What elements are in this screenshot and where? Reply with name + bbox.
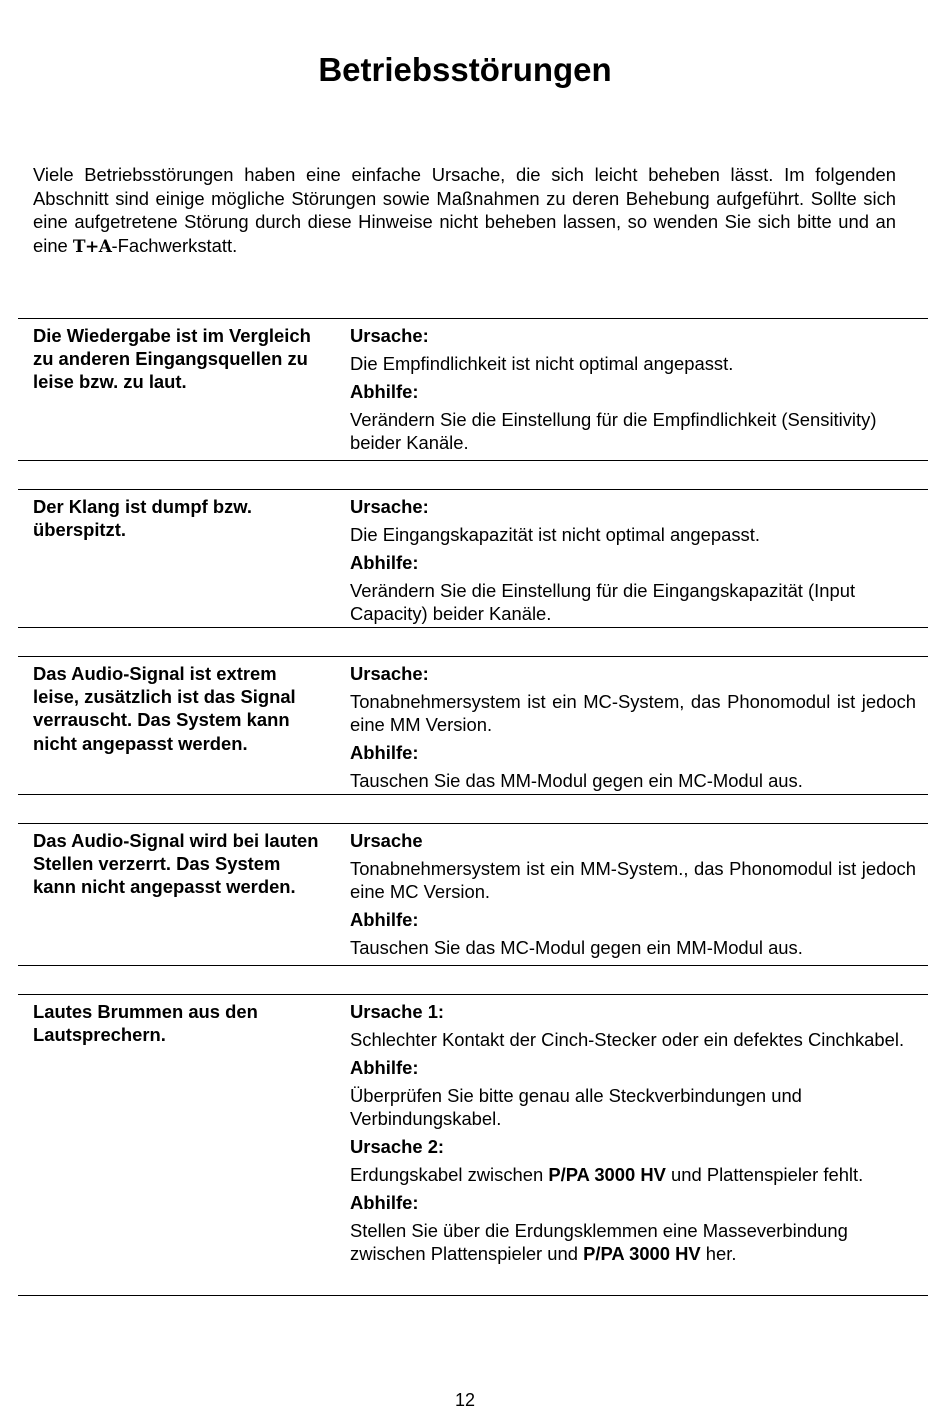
- solution-column: [350, 662, 916, 797]
- divider: [18, 1295, 928, 1296]
- page-number: 12: [454, 1390, 476, 1410]
- troubleshooting-row: [18, 823, 928, 966]
- cause-label: Ursache:: [350, 496, 429, 517]
- remedy-text: Überprüfen Sie bitte genau alle Steckverbindungen und Verbindungskabel.: [350, 1085, 802, 1129]
- remedy-text: Verändern Sie die Einstellung für die Empfindlichkeit (Sensitivity) beider Kanäle.: [350, 409, 877, 453]
- solution-column: [350, 495, 916, 630]
- cause-text-part: und Plattenspieler fehlt.: [671, 1164, 864, 1185]
- troubleshooting-row: [18, 656, 928, 795]
- solution-column: [350, 1000, 916, 1270]
- solution-column: [350, 324, 916, 459]
- remedy-label: Abhilfe:: [350, 909, 419, 930]
- cause-text: Die Eingangskapazität ist nicht optimal angepasst.: [350, 524, 760, 545]
- cause-label: Ursache 1:: [350, 1001, 445, 1022]
- cause-text: Tonabnehmersystem ist ein MC-System, das Phonomodul ist jedoch eine MM Version.: [350, 691, 916, 735]
- remedy-text: [350, 1219, 916, 1265]
- remedy-text: Tauschen Sie das MM-Modul gegen ein MC-Modul aus.: [350, 770, 803, 791]
- divider: [18, 656, 928, 657]
- intro-paragraph: [33, 163, 896, 259]
- cause-label: Ursache 2:: [350, 1136, 445, 1157]
- divider: [18, 965, 928, 966]
- remedy-label: Abhilfe:: [350, 552, 419, 573]
- product-name: P/PA 3000 HV: [583, 1243, 701, 1264]
- divider: [18, 994, 928, 995]
- intro-text-end: -Fachwerkstatt.: [111, 234, 238, 256]
- troubleshooting-row: [18, 318, 928, 461]
- cause-label: Ursache:: [350, 663, 429, 684]
- cause-text: Schlechter Kontakt der Cinch-Stecker oder ein defektes Cinchkabel.: [350, 1029, 905, 1050]
- remedy-label: Abhilfe:: [350, 381, 419, 402]
- cause-text: Die Empfindlichkeit ist nicht optimal angepasst.: [350, 353, 734, 374]
- troubleshooting-row: [18, 489, 928, 628]
- ta-logo: T+A: [72, 236, 112, 257]
- divider: [18, 318, 928, 319]
- divider: [18, 627, 928, 628]
- cause-label: Ursache: [350, 830, 423, 851]
- intro-text: Viele Betriebsstörungen haben eine einfache Ursache, die sich leicht beheben lässt. Im folgenden Abschnitt sind einige mögliche Störungen sowie Maßnahmen zu deren Behebung aufgeführt. Sollte sich eine aufgetretene Störung durch diese Hinweise nicht beheben lassen, so wenden Sie sich bitte und an eine: [33, 164, 896, 256]
- troubleshooting-row: [18, 994, 928, 1296]
- cause-label: Ursache:: [350, 325, 429, 346]
- remedy-text: Verändern Sie die Einstellung für die Eingangskapazität (Input Capacity) beider Kanäle.: [350, 580, 856, 624]
- remedy-text-part: her.: [705, 1243, 737, 1264]
- problem-description: Der Klang ist dumpf bzw. überspitzt.: [33, 496, 252, 541]
- cause-text: Tonabnehmersystem ist ein MM-System., das Phonomodul ist jedoch eine MC Version.: [350, 858, 916, 902]
- remedy-label: Abhilfe:: [350, 742, 419, 763]
- remedy-text: Tauschen Sie das MC-Modul gegen ein MM-Modul aus.: [350, 937, 803, 958]
- cause-text-part: Erdungskabel zwischen: [350, 1164, 544, 1185]
- divider: [18, 460, 928, 461]
- product-name: P/PA 3000 HV: [548, 1164, 666, 1185]
- remedy-label: Abhilfe:: [350, 1057, 419, 1078]
- problem-description: Lautes Brummen aus den Lautsprechern.: [33, 1001, 258, 1046]
- problem-description: Das Audio-Signal ist extrem leise, zusätzlich ist das Signal verrauscht. Das System kann nicht angepasst werden.: [33, 663, 296, 754]
- solution-column: [350, 829, 916, 964]
- remedy-text-part: Stellen Sie über die Erdungsklemmen eine Masseverbindung zwischen Plattenspieler und: [350, 1220, 848, 1264]
- problem-description: Das Audio-Signal wird bei lauten Stellen verzerrt. Das System kann nicht angepasst werden.: [33, 830, 319, 898]
- divider: [18, 794, 928, 795]
- divider: [18, 823, 928, 824]
- page-title: Betriebsstörungen: [318, 51, 612, 88]
- remedy-label: Abhilfe:: [350, 1192, 419, 1213]
- problem-description: Die Wiedergabe ist im Vergleich zu anderen Eingangsquellen zu leise bzw. zu laut.: [33, 325, 311, 393]
- cause-text: [350, 1163, 916, 1186]
- divider: [18, 489, 928, 490]
